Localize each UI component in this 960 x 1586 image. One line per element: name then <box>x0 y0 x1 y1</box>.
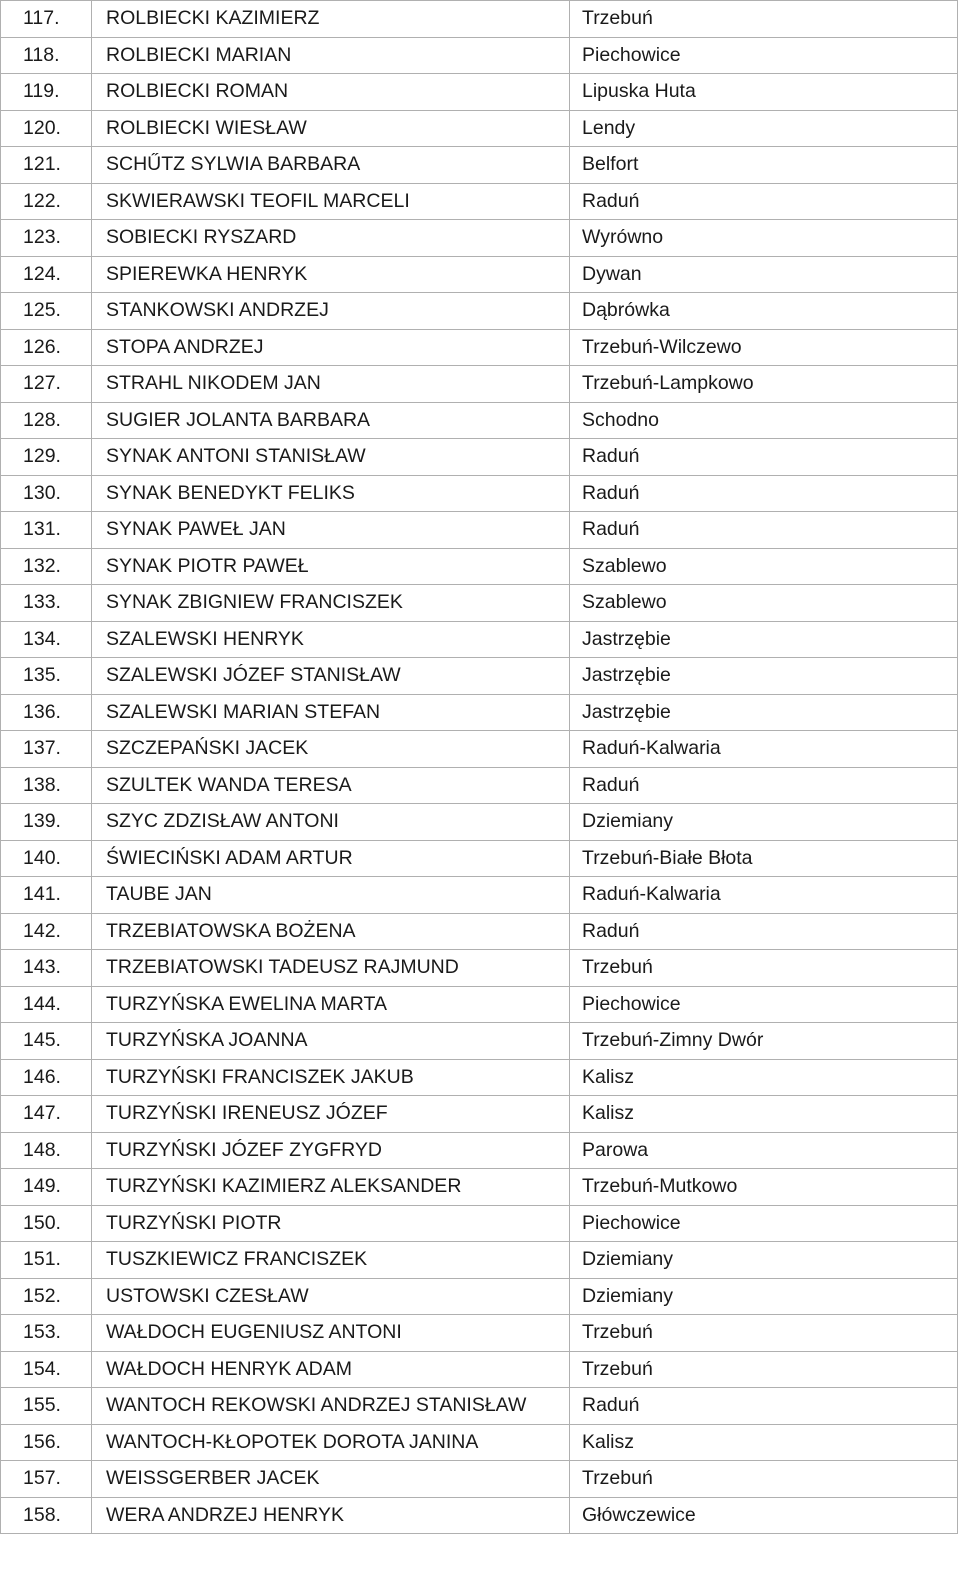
place-name: Trzebuń-Białe Błota <box>570 840 958 877</box>
person-name: SUGIER JOLANTA BARBARA <box>92 402 570 439</box>
person-name: TURZYŃSKI PIOTR <box>92 1205 570 1242</box>
table-row <box>1 1023 958 1060</box>
person-name: ROLBIECKI KAZIMIERZ <box>92 1 570 38</box>
table-row <box>1 1 958 38</box>
place-name: Kalisz <box>570 1096 958 1133</box>
person-name: STOPA ANDRZEJ <box>92 329 570 366</box>
table-row <box>1 621 958 658</box>
row-number: 134. <box>1 621 92 658</box>
row-number: 120. <box>1 110 92 147</box>
person-name: SZYC ZDZISŁAW ANTONI <box>92 804 570 841</box>
table-row <box>1 37 958 74</box>
place-name: Trzebuń-Mutkowo <box>570 1169 958 1206</box>
place-name: Trzebuń <box>570 1351 958 1388</box>
person-name: SZALEWSKI HENRYK <box>92 621 570 658</box>
table-row <box>1 1242 958 1279</box>
table-row <box>1 220 958 257</box>
table-row <box>1 183 958 220</box>
table-row <box>1 585 958 622</box>
person-name: TRZEBIATOWSKA BOŻENA <box>92 913 570 950</box>
place-name: Piechowice <box>570 1205 958 1242</box>
place-name: Raduń <box>570 767 958 804</box>
row-number: 141. <box>1 877 92 914</box>
person-name: SPIEREWKA HENRYK <box>92 256 570 293</box>
table-row <box>1 1059 958 1096</box>
place-name: Jastrzębie <box>570 621 958 658</box>
place-name: Raduń <box>570 439 958 476</box>
table-row <box>1 439 958 476</box>
table-row <box>1 366 958 403</box>
person-name: TRZEBIATOWSKI TADEUSZ RAJMUND <box>92 950 570 987</box>
place-name: Raduń-Kalwaria <box>570 731 958 768</box>
place-name: Raduń <box>570 183 958 220</box>
table-row <box>1 329 958 366</box>
place-name: Trzebuń-Zimny Dwór <box>570 1023 958 1060</box>
place-name: Trzebuń-Lampkowo <box>570 366 958 403</box>
place-name: Raduń <box>570 475 958 512</box>
table-row <box>1 1424 958 1461</box>
place-name: Kalisz <box>570 1424 958 1461</box>
person-name: TURZYŃSKA EWELINA MARTA <box>92 986 570 1023</box>
table-row <box>1 877 958 914</box>
row-number: 136. <box>1 694 92 731</box>
place-name: Główczewice <box>570 1497 958 1534</box>
table-row <box>1 1351 958 1388</box>
table-row <box>1 731 958 768</box>
row-number: 151. <box>1 1242 92 1279</box>
person-name: ROLBIECKI MARIAN <box>92 37 570 74</box>
place-name: Wyrówno <box>570 220 958 257</box>
table-row <box>1 548 958 585</box>
row-number: 117. <box>1 1 92 38</box>
person-name: ROLBIECKI WIESŁAW <box>92 110 570 147</box>
place-name: Dziemiany <box>570 1278 958 1315</box>
person-name: STRAHL NIKODEM JAN <box>92 366 570 403</box>
person-name: USTOWSKI CZESŁAW <box>92 1278 570 1315</box>
row-number: 119. <box>1 74 92 111</box>
place-name: Dywan <box>570 256 958 293</box>
place-name: Szablewo <box>570 548 958 585</box>
table-row <box>1 804 958 841</box>
place-name: Dziemiany <box>570 1242 958 1279</box>
person-name: ROLBIECKI ROMAN <box>92 74 570 111</box>
table-row <box>1 475 958 512</box>
person-name: TURZYŃSKI JÓZEF ZYGFRYD <box>92 1132 570 1169</box>
person-name: SZULTEK WANDA TERESA <box>92 767 570 804</box>
table-row <box>1 840 958 877</box>
row-number: 133. <box>1 585 92 622</box>
row-number: 150. <box>1 1205 92 1242</box>
row-number: 144. <box>1 986 92 1023</box>
row-number: 149. <box>1 1169 92 1206</box>
row-number: 158. <box>1 1497 92 1534</box>
person-name: SYNAK ANTONI STANISŁAW <box>92 439 570 476</box>
place-name: Lipuska Huta <box>570 74 958 111</box>
place-name: Kalisz <box>570 1059 958 1096</box>
place-name: Trzebuń-Wilczewo <box>570 329 958 366</box>
row-number: 155. <box>1 1388 92 1425</box>
person-name: WAŁDOCH HENRYK ADAM <box>92 1351 570 1388</box>
place-name: Schodno <box>570 402 958 439</box>
row-number: 127. <box>1 366 92 403</box>
row-number: 132. <box>1 548 92 585</box>
row-number: 130. <box>1 475 92 512</box>
person-name: TURZYŃSKI KAZIMIERZ ALEKSANDER <box>92 1169 570 1206</box>
person-name: TURZYŃSKI FRANCISZEK JAKUB <box>92 1059 570 1096</box>
row-number: 139. <box>1 804 92 841</box>
table-row <box>1 74 958 111</box>
table-row <box>1 402 958 439</box>
row-number: 118. <box>1 37 92 74</box>
person-name: SYNAK ZBIGNIEW FRANCISZEK <box>92 585 570 622</box>
person-name: TURZYŃSKA JOANNA <box>92 1023 570 1060</box>
table-row <box>1 986 958 1023</box>
table-row <box>1 658 958 695</box>
table-row <box>1 913 958 950</box>
row-number: 124. <box>1 256 92 293</box>
person-name: SKWIERAWSKI TEOFIL MARCELI <box>92 183 570 220</box>
place-name: Raduń <box>570 913 958 950</box>
row-number: 135. <box>1 658 92 695</box>
row-number: 153. <box>1 1315 92 1352</box>
row-number: 156. <box>1 1424 92 1461</box>
row-number: 143. <box>1 950 92 987</box>
row-number: 126. <box>1 329 92 366</box>
row-number: 146. <box>1 1059 92 1096</box>
person-name: WAŁDOCH EUGENIUSZ ANTONI <box>92 1315 570 1352</box>
table-row <box>1 1169 958 1206</box>
place-name: Jastrzębie <box>570 694 958 731</box>
table-row <box>1 512 958 549</box>
row-number: 128. <box>1 402 92 439</box>
table-row <box>1 1096 958 1133</box>
row-number: 142. <box>1 913 92 950</box>
table-row <box>1 1278 958 1315</box>
row-number: 137. <box>1 731 92 768</box>
place-name: Piechowice <box>570 37 958 74</box>
place-name: Trzebuń <box>570 1 958 38</box>
row-number: 145. <box>1 1023 92 1060</box>
table-row <box>1 1315 958 1352</box>
table-row <box>1 950 958 987</box>
person-name: WANTOCH-KŁOPOTEK DOROTA JANINA <box>92 1424 570 1461</box>
person-name: SYNAK BENEDYKT FELIKS <box>92 475 570 512</box>
table-row <box>1 1497 958 1534</box>
person-name: SZALEWSKI MARIAN STEFAN <box>92 694 570 731</box>
person-name: SYNAK PIOTR PAWEŁ <box>92 548 570 585</box>
names-table-body <box>1 1 958 1534</box>
row-number: 131. <box>1 512 92 549</box>
table-row <box>1 293 958 330</box>
place-name: Raduń-Kalwaria <box>570 877 958 914</box>
table-row <box>1 1132 958 1169</box>
table-row <box>1 147 958 184</box>
table-row <box>1 1461 958 1498</box>
row-number: 154. <box>1 1351 92 1388</box>
place-name: Belfort <box>570 147 958 184</box>
person-name: WANTOCH REKOWSKI ANDRZEJ STANISŁAW <box>92 1388 570 1425</box>
person-name: TURZYŃSKI IRENEUSZ JÓZEF <box>92 1096 570 1133</box>
table-row <box>1 110 958 147</box>
table-row <box>1 694 958 731</box>
place-name: Dąbrówka <box>570 293 958 330</box>
person-name: SOBIECKI RYSZARD <box>92 220 570 257</box>
table-row <box>1 767 958 804</box>
place-name: Raduń <box>570 1388 958 1425</box>
place-name: Trzebuń <box>570 1315 958 1352</box>
place-name: Jastrzębie <box>570 658 958 695</box>
person-name: WEISSGERBER JACEK <box>92 1461 570 1498</box>
person-name: ŚWIECIŃSKI ADAM ARTUR <box>92 840 570 877</box>
row-number: 121. <box>1 147 92 184</box>
person-name: WERA ANDRZEJ HENRYK <box>92 1497 570 1534</box>
place-name: Trzebuń <box>570 1461 958 1498</box>
person-name: TAUBE JAN <box>92 877 570 914</box>
row-number: 123. <box>1 220 92 257</box>
table-row <box>1 1205 958 1242</box>
place-name: Szablewo <box>570 585 958 622</box>
row-number: 122. <box>1 183 92 220</box>
person-name: SYNAK PAWEŁ JAN <box>92 512 570 549</box>
place-name: Piechowice <box>570 986 958 1023</box>
person-name: TUSZKIEWICZ FRANCISZEK <box>92 1242 570 1279</box>
row-number: 125. <box>1 293 92 330</box>
row-number: 152. <box>1 1278 92 1315</box>
place-name: Parowa <box>570 1132 958 1169</box>
row-number: 157. <box>1 1461 92 1498</box>
row-number: 140. <box>1 840 92 877</box>
row-number: 147. <box>1 1096 92 1133</box>
person-name: SCHŰTZ SYLWIA BARBARA <box>92 147 570 184</box>
person-name: SZCZEPAŃSKI JACEK <box>92 731 570 768</box>
row-number: 148. <box>1 1132 92 1169</box>
place-name: Dziemiany <box>570 804 958 841</box>
row-number: 138. <box>1 767 92 804</box>
person-name: STANKOWSKI ANDRZEJ <box>92 293 570 330</box>
place-name: Raduń <box>570 512 958 549</box>
person-name: SZALEWSKI JÓZEF STANISŁAW <box>92 658 570 695</box>
row-number: 129. <box>1 439 92 476</box>
table-row <box>1 1388 958 1425</box>
place-name: Lendy <box>570 110 958 147</box>
table-row <box>1 256 958 293</box>
place-name: Trzebuń <box>570 950 958 987</box>
